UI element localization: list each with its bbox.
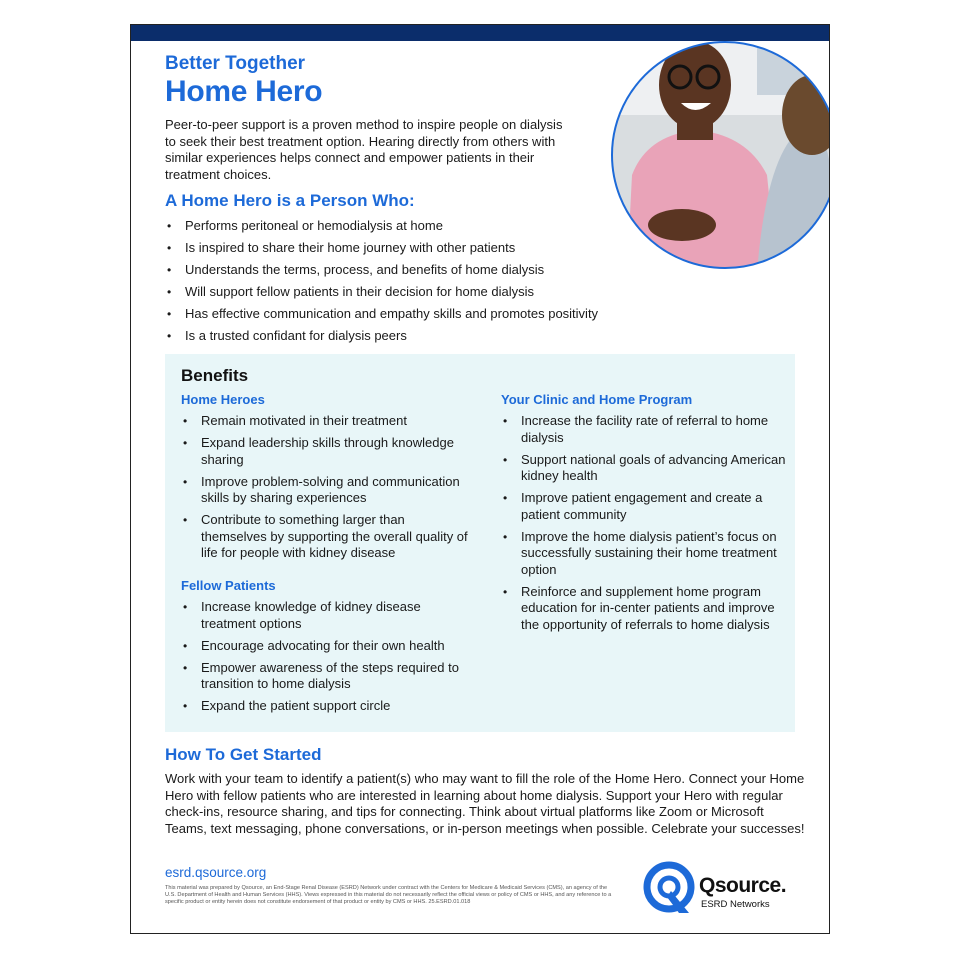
- hero-photo: [607, 25, 830, 273]
- get-started-heading: How To Get Started: [165, 745, 322, 764]
- list-item: • Empower awareness of the steps required to transition to home dialysis: [181, 660, 471, 693]
- website-link[interactable]: esrd.qsource.org: [165, 865, 267, 880]
- clinic-program-list: [501, 413, 786, 639]
- who-heading: A Home Hero is a Person Who:: [165, 191, 415, 210]
- list-item: • Improve the home dialysis patient’s focus on successfully sustaining their home treatment option: [501, 529, 786, 579]
- flyer-page: [130, 24, 830, 934]
- list-item: • Has effective communication and empathy skills and promotes positivity: [165, 306, 625, 323]
- list-item: • Contribute to something larger than themselves by supporting the overall quality of life for people with kidney disease: [181, 512, 471, 562]
- list-item: • Increase knowledge of kidney disease treatment options: [181, 599, 471, 632]
- clinic-program-heading: Your Clinic and Home Program: [501, 392, 693, 407]
- intro-paragraph: Peer-to-peer support is a proven method to inspire people on dialysis to seek their best treatment option. Hearing directly from others with similar experiences helps connect and empower patients in their treatment choices.: [165, 117, 563, 182]
- list-item: • Is inspired to share their home journey with other patients: [165, 240, 625, 257]
- home-heroes-list: [181, 413, 471, 567]
- list-item: • Expand leadership skills through knowledge sharing: [181, 435, 471, 468]
- list-item: • Performs peritoneal or hemodialysis at home: [165, 218, 625, 235]
- disclaimer-text: This material was prepared by Qsource, an End-Stage Renal Disease (ESRD) Network under contract with the Centers for Medicare & Medicaid Services (CMS), an agency of the U.S. Department of Health and Human Services (HHS). Views expressed in this material do not necessarily reflect the official views or policy of CMS or HHS, and any reference to a specific product or entity herein does not constitute endorsement of that product or entity by CMS or HHS. 25.ESRD.01.018: [165, 885, 612, 905]
- list-item: • Improve problem-solving and communication skills by sharing experiences: [181, 474, 471, 507]
- list-item: • Increase the facility rate of referral to home dialysis: [501, 413, 786, 446]
- fellow-patients-list: [181, 599, 471, 720]
- list-item: • Expand the patient support circle: [181, 698, 471, 715]
- logo-subtitle: ESRD Networks: [701, 899, 770, 910]
- list-item: • Improve patient engagement and create a patient community: [501, 490, 786, 523]
- list-item: • Encourage advocating for their own health: [181, 638, 471, 655]
- qsource-logo: [643, 861, 813, 921]
- list-item: • Is a trusted confidant for dialysis peers: [165, 328, 625, 345]
- list-item: • Reinforce and supplement home program education for in-center patients and improve the opportunity of referrals to home dialysis: [501, 584, 786, 634]
- kicker-text: Better Together: [165, 53, 306, 74]
- list-item: • Support national goals of advancing American kidney health: [501, 452, 786, 485]
- who-list: [165, 218, 625, 350]
- logo-wordmark: Qsource.: [699, 874, 787, 897]
- list-item: • Will support fellow patients in their decision for home dialysis: [165, 284, 625, 301]
- get-started-paragraph: Work with your team to identify a patient(s) who may want to fill the role of the Home Hero. Connect your Home Hero with fellow patients who are interested in learning about home dialysis. Support your Hero with regular check-ins, resource sharing, and tips for connecting. Think about virtual platforms like Zoom or Microsoft Teams, text messaging, phone conversations, or in-person meetings when possible. Celebrate your successes!: [165, 771, 805, 836]
- page-title: Home Hero: [165, 75, 323, 108]
- benefits-heading: Benefits: [181, 366, 249, 385]
- benefits-panel: [165, 354, 795, 732]
- home-heroes-heading: Home Heroes: [181, 392, 265, 407]
- qsource-logo-icon: [643, 861, 695, 917]
- list-item: • Remain motivated in their treatment: [181, 413, 471, 430]
- list-item: • Understands the terms, process, and benefits of home dialysis: [165, 262, 625, 279]
- fellow-patients-heading: Fellow Patients: [181, 578, 276, 593]
